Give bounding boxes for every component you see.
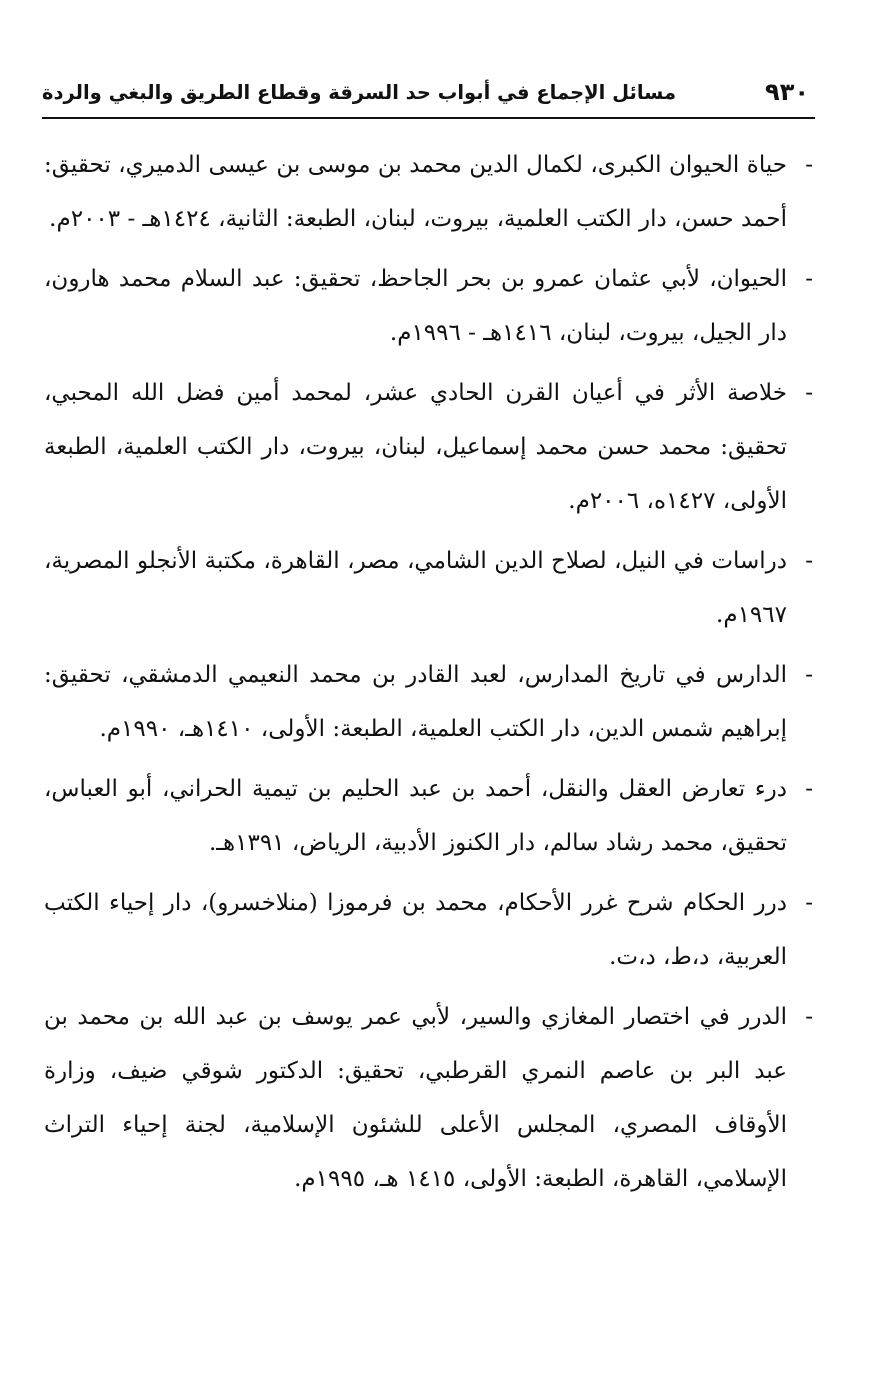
entry-text: حياة الحيوان الكبرى، لكمال الدين محمد بن موسى بن عيسى الدميري، تحقيق: أحمد حسن، دار الكتب العلمية، بيروت، لبنان، الطبعة: الثانية، ١٤٢٤هـ - ٢٠٠٣م. bbox=[44, 152, 787, 232]
bibliography-entry bbox=[44, 366, 813, 528]
entry-dash: - bbox=[805, 266, 813, 292]
entry-dash: - bbox=[805, 776, 813, 802]
entry-dash: - bbox=[805, 548, 813, 574]
page-number: ٩٣٠ bbox=[765, 78, 809, 106]
bibliography-entry bbox=[44, 534, 813, 642]
entry-text: درء تعارض العقل والنقل، أحمد بن عبد الحليم بن تيمية الحراني، أبو العباس، تحقيق، محمد رشاد سالم، دار الكنوز الأدبية، الرياض، ١٣٩١هـ. bbox=[44, 776, 787, 856]
page-header bbox=[42, 72, 815, 112]
entry-dash: - bbox=[805, 380, 813, 406]
bibliography-entry bbox=[44, 990, 813, 1206]
entry-text: الحيوان، لأبي عثمان عمرو بن بحر الجاحظ، تحقيق: عبد السلام محمد هارون، دار الجيل، بيروت، لبنان، ١٤١٦هـ - ١٩٩٦م. bbox=[44, 266, 787, 346]
header-rule bbox=[42, 117, 815, 119]
entry-text: درر الحكام شرح غرر الأحكام، محمد بن فرموزا (منلاخسرو)، دار إحياء الكتب العربية، د،ط، د،ت. bbox=[44, 890, 787, 970]
entry-dash: - bbox=[805, 1004, 813, 1030]
entry-dash: - bbox=[805, 662, 813, 688]
bibliography-entry bbox=[44, 252, 813, 360]
entry-dash: - bbox=[805, 890, 813, 916]
entry-text: الدارس في تاريخ المدارس، لعبد القادر بن محمد النعيمي الدمشقي، تحقيق: إبراهيم شمس الدين، دار الكتب العلمية، الطبعة: الأولى، ١٤١٠هـ، ١٩٩٠م. bbox=[44, 662, 787, 742]
running-title: مسائل الإجماع في أبواب حد السرقة وقطاع الطريق والبغي والردة bbox=[42, 80, 677, 104]
entry-text: الدرر في اختصار المغازي والسير، لأبي عمر يوسف بن عبد الله بن محمد بن عبد البر بن عاصم النمري القرطبي، تحقيق: الدكتور شوقي ضيف، وزارة الأوقاف المصري، المجلس الأعلى للشئون الإسلامية، لجنة إحياء التراث الإسلامي، القاهرة، الطبعة: الأولى، ١٤١٥ هـ، ١٩٩٥م. bbox=[44, 1004, 787, 1192]
bibliography-entry bbox=[44, 762, 813, 870]
bibliography-entry bbox=[44, 138, 813, 246]
entry-text: دراسات في النيل، لصلاح الدين الشامي، مصر، القاهرة، مكتبة الأنجلو المصرية، ١٩٦٧م. bbox=[44, 548, 787, 628]
bibliography-entry bbox=[44, 876, 813, 984]
bibliography-entry bbox=[44, 648, 813, 756]
entry-dash: - bbox=[805, 152, 813, 178]
bibliography-list bbox=[44, 138, 813, 1212]
entry-text: خلاصة الأثر في أعيان القرن الحادي عشر، لمحمد أمين فضل الله المحبي، تحقيق: محمد حسن محمد إسماعيل، لبنان، بيروت، دار الكتب العلمية، الطبعة الأولى، ١٤٢٧ه، ٢٠٠٦م. bbox=[44, 380, 787, 514]
